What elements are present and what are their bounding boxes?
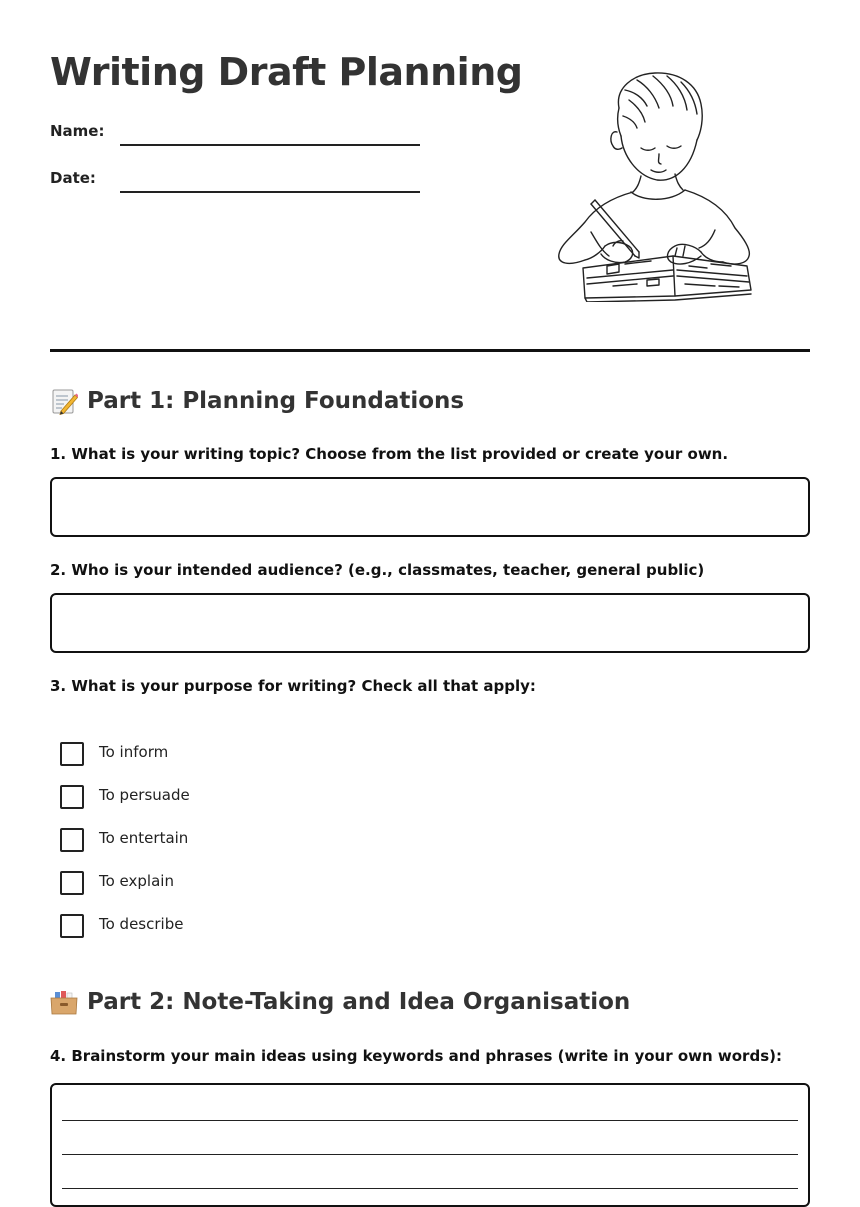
audience-answer-box[interactable] [50, 593, 810, 653]
purpose-checkbox[interactable] [60, 871, 84, 895]
purpose-option[interactable] [60, 826, 190, 869]
name-row [50, 116, 420, 146]
part2-heading [50, 988, 630, 1016]
purpose-label: To persuade [99, 786, 190, 804]
purpose-label: To entertain [99, 829, 189, 847]
part1-title: Part 1: Planning Foundations [87, 388, 465, 414]
memo-icon [50, 387, 78, 415]
question-2: 2. Who is your intended audience? (e.g., classmates, teacher, general public) [50, 561, 705, 579]
date-row [50, 163, 420, 193]
date-label: Date: [50, 169, 96, 187]
part1-heading [50, 387, 464, 415]
child-writing-illustration [555, 70, 760, 302]
page-title: Writing Draft Planning [50, 50, 523, 94]
question-1: 1. What is your writing topic? Choose from the list provided or create your own. [50, 445, 729, 463]
purpose-checkbox[interactable] [60, 914, 84, 938]
date-field[interactable] [120, 191, 420, 193]
question-3: 3. What is your purpose for writing? Check all that apply: [50, 677, 536, 695]
purpose-label: To inform [99, 743, 169, 761]
purpose-label: To describe [99, 915, 184, 933]
writing-line[interactable] [62, 1120, 798, 1121]
purpose-option[interactable] [60, 740, 190, 783]
card-index-box-icon [50, 988, 78, 1016]
name-label: Name: [50, 122, 105, 140]
purpose-checkbox[interactable] [60, 785, 84, 809]
purpose-checkbox[interactable] [60, 742, 84, 766]
brainstorm-box[interactable] [50, 1083, 810, 1207]
writing-line[interactable] [62, 1188, 798, 1189]
topic-answer-box[interactable] [50, 477, 810, 537]
name-field[interactable] [120, 144, 420, 146]
purpose-checkbox[interactable] [60, 828, 84, 852]
part2-title: Part 2: Note-Taking and Idea Organisation [87, 989, 631, 1015]
worksheet-page [50, 0, 810, 1161]
question-4: 4. Brainstorm your main ideas using keywords and phrases (write in your own words): [50, 1047, 782, 1065]
purpose-option[interactable] [60, 783, 190, 826]
header-divider [50, 349, 810, 352]
writing-line[interactable] [62, 1154, 798, 1155]
purpose-checklist [60, 740, 190, 955]
purpose-option[interactable] [60, 912, 190, 955]
purpose-option[interactable] [60, 869, 190, 912]
purpose-label: To explain [99, 872, 174, 890]
